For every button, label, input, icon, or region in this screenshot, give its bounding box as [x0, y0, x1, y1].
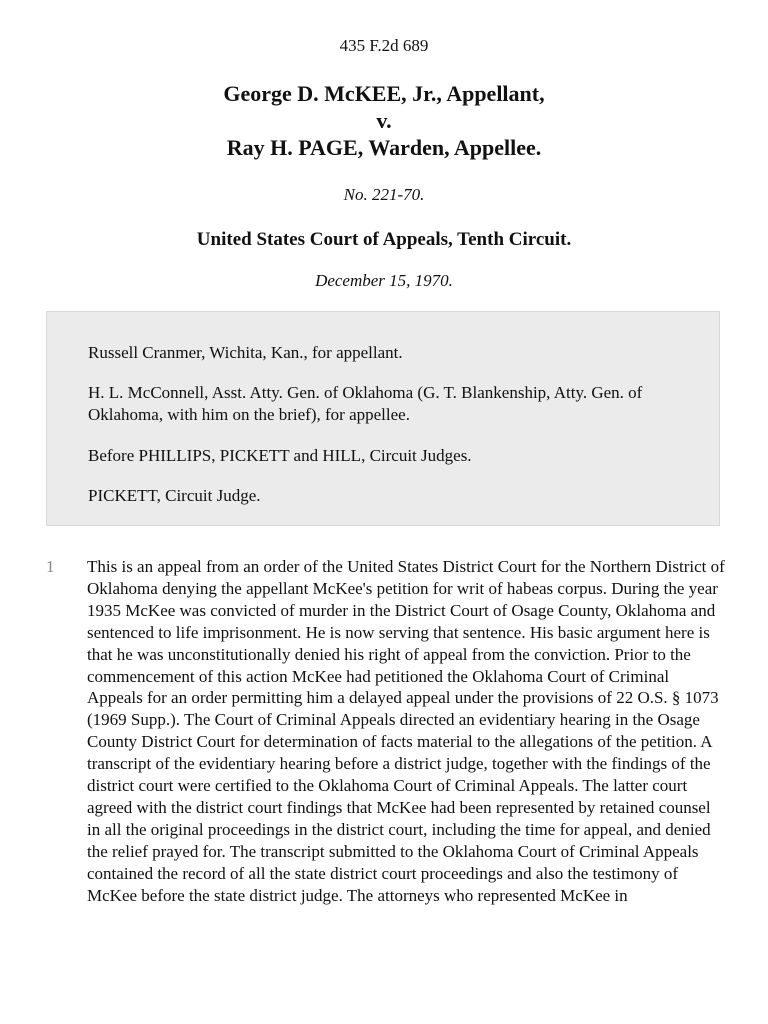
versus-label: v.: [376, 108, 392, 133]
appellee-name: Ray H. PAGE, Warden, Appellee.: [226, 135, 542, 160]
case-citation: 435 F.2d 689: [339, 36, 429, 55]
judges-panel: Before PHILLIPS, PICKETT and HILL, Circuit Judges.: [88, 446, 472, 465]
docket-number: No. 221-70.: [343, 185, 425, 204]
case-caption: [0, 80, 768, 161]
paragraph-number: 1: [46, 557, 55, 576]
appellant-counsel: Russell Cranmer, Wichita, Kan., for appellant.: [88, 343, 403, 362]
paragraph-text: This is an appeal from an order of the United States District Court for the Northern District of Oklahoma denying the appellant McKee's petition for writ of habeas corpus. During the year 1935 McKee was convicted of murder in the District Court of Osage County, Oklahoma and sentenced to life imprisonment. He is now serving that sentence. His basic argument here is that he was unconstitutionally denied his right of appeal from the conviction. Prior to the commencement of this action McKee had petitioned the Oklahoma Court of Criminal Appeals for an order permitting him a delayed appeal under the provisions of 22 O.S. § 1073 (1969 Supp.). The Court of Criminal Appeals directed an evidentiary hearing in the Osage County District Court for determination of facts material to the allegations of the petition. A transcript of the evidentiary hearing before a district judge, together with the findings of the district court were certified to the Oklahoma Court of Criminal Appeals. The latter court agreed with the district court findings that McKee had been represented by retained counsel in all the original proceedings in the district court, including the time for appeal, and denied the relief prayed for. The transcript submitted to the Oklahoma Court of Criminal Appeals contained the record of all the state district court proceedings and also the testimony of McKee before the state district judge. The attorneys who represented McKee in: [87, 557, 725, 905]
opinion-author: PICKETT, Circuit Judge.: [88, 486, 261, 505]
appellee-counsel: H. L. McConnell, Asst. Atty. Gen. of Oklahoma (G. T. Blankenship, Atty. Gen. of Oklahoma, with him on the brief), for appellee.: [88, 383, 643, 424]
appellant-name: George D. McKEE, Jr., Appellant,: [223, 81, 545, 106]
court-name: United States Court of Appeals, Tenth Circuit.: [196, 229, 572, 250]
decision-date: December 15, 1970.: [315, 271, 453, 290]
counsel-box: [46, 311, 720, 526]
